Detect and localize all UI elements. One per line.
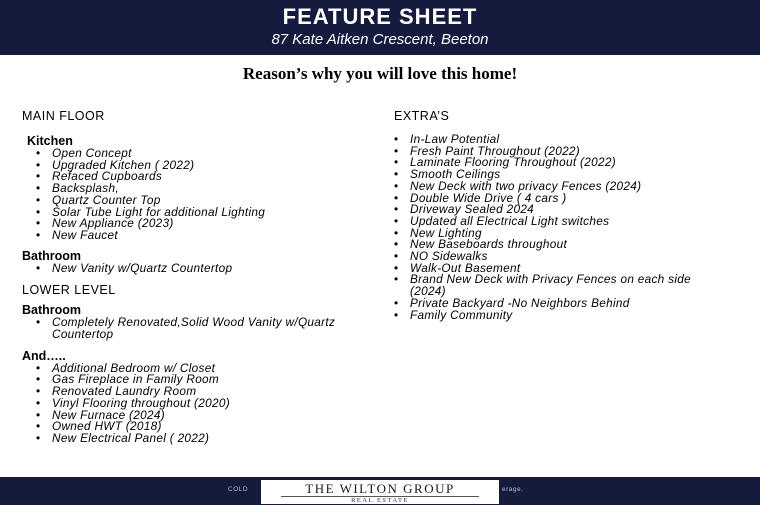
list-item: • Family Community xyxy=(394,310,729,322)
list-item: • Additional Bedroom w/ Closet xyxy=(36,363,382,375)
right-column xyxy=(394,108,739,321)
list-item: • New Electrical Panel ( 2022) xyxy=(36,433,382,445)
list-item: • Refaced Cupboards xyxy=(36,171,382,183)
lower-bathroom-heading: Bathroom xyxy=(22,303,82,318)
left-column xyxy=(22,108,382,445)
extras-heading: EXTRA’S xyxy=(394,109,450,123)
and-heading: And….. xyxy=(22,348,66,363)
list-item: • Updated all Electrical Light switches xyxy=(394,216,729,228)
list-item: • New Vanity w/Quartz Countertop xyxy=(36,263,382,275)
logo-subtitle: REAL ESTATE xyxy=(351,497,409,504)
kitchen-heading: Kitchen xyxy=(27,134,73,148)
list-item: • Gas Fireplace in Family Room xyxy=(36,374,382,386)
logo-name: THE WILTON GROUP xyxy=(305,481,455,496)
list-item: • Backsplash, xyxy=(36,183,382,195)
list-item: • New Appliance (2023) xyxy=(36,218,382,230)
list-item: • Fresh Paint Throughout (2022) xyxy=(394,146,729,158)
list-item: • New Baseboards throughout xyxy=(394,239,729,251)
brokerage-logo xyxy=(260,479,500,505)
list-item: • Driveway Sealed 2024 xyxy=(394,204,729,216)
list-item: • Quartz Counter Top xyxy=(36,195,382,207)
bathroom-heading: Bathroom xyxy=(22,248,82,263)
kitchen-list xyxy=(22,148,382,242)
main-floor-heading: MAIN FLOOR xyxy=(22,109,105,123)
list-item: • Smooth Ceilings xyxy=(394,169,729,181)
list-item: • Private Backyard -No Neighbors Behind xyxy=(394,298,729,310)
list-item: • Double Wide Drive ( 4 cars ) xyxy=(394,193,729,205)
list-item: • Open Concept xyxy=(36,148,382,160)
list-item: • New Faucet xyxy=(36,230,382,242)
page-title: FEATURE SHEET xyxy=(282,4,478,29)
list-item: • Solar Tube Light for additional Lighting xyxy=(36,207,382,219)
property-address: 87 Kate Aitken Crescent, Beeton xyxy=(271,31,489,48)
lower-level-heading: LOWER LEVEL xyxy=(22,283,116,298)
bathroom-list xyxy=(22,260,382,275)
list-item: • New Lighting xyxy=(394,228,729,240)
list-item: • NO Sidewalks xyxy=(394,251,729,263)
header-banner xyxy=(0,0,760,55)
list-item: • Completely Renovated,Solid Wood Vanity w/Quartz Countertop xyxy=(36,317,352,340)
tagline-heading: Reason’s why you will love this home! xyxy=(242,64,518,83)
list-item: • Vinyl Flooring throughout (2020) xyxy=(36,398,382,410)
list-item: • Laminate Flooring Throughout (2022) xyxy=(394,157,729,169)
list-item: • Upgraded Kitchen ( 2022) xyxy=(36,160,382,172)
list-item: • Brand New Deck with Privacy Fences on each side (2024) xyxy=(394,274,729,297)
extras-list xyxy=(394,134,729,321)
list-item: • Owned HWT (2018) xyxy=(36,421,382,433)
list-item: • Renovated Laundry Room xyxy=(36,386,382,398)
footer-fine-print-right: erage. xyxy=(502,486,524,493)
lower-bathroom-list xyxy=(22,317,352,340)
list-item: • New Deck with two privacy Fences (2024) xyxy=(394,181,729,193)
footer-fine-print-left: COLD xyxy=(228,486,249,493)
list-item: • In-Law Potential xyxy=(394,134,729,146)
list-item: • New Furnace (2024) xyxy=(36,410,382,422)
list-item: • Walk-Out Basement xyxy=(394,263,729,275)
and-list xyxy=(22,360,382,445)
